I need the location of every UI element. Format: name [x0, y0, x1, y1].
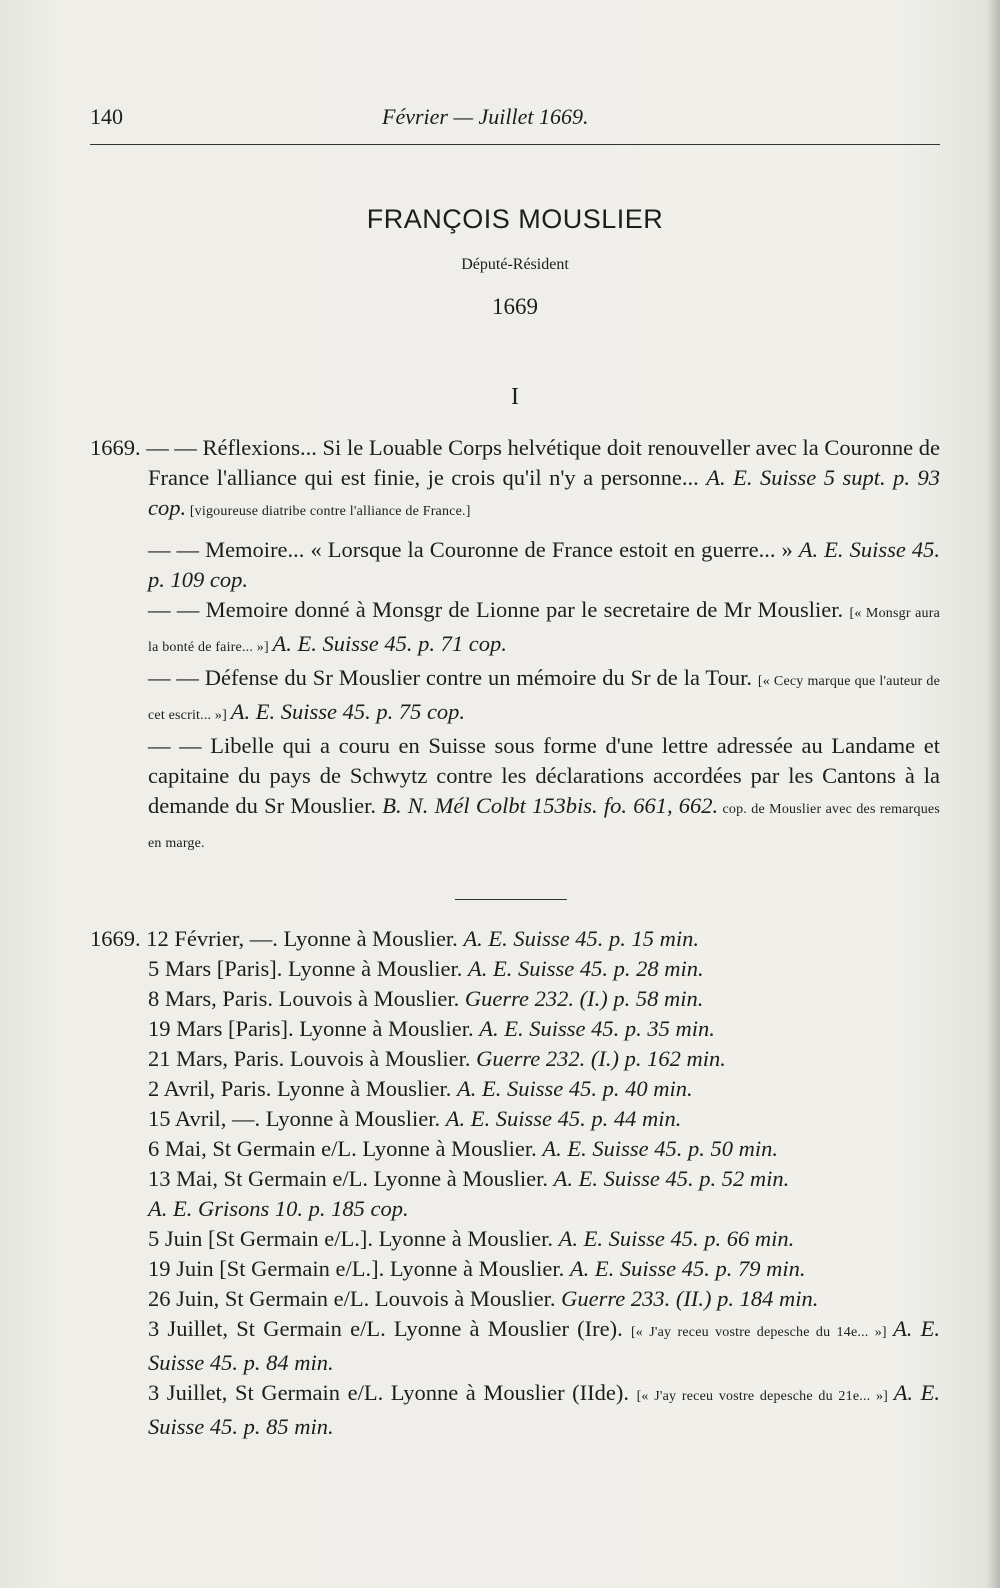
- author-role: Député-Résident: [461, 256, 569, 273]
- archive-reference: A. E. Suisse 45. p. 52 min.: [553, 1166, 790, 1191]
- author-heading: FRANÇOIS MOUSLIER: [366, 204, 664, 234]
- letter-entry: 21 Mars, Paris. Louvois à Mouslier. Guerre 232. (I.) p. 162 min.: [148, 1046, 726, 1071]
- document-entry: 1669. — — Réflexions... Si le Louable Corps helvétique doit renouveller avec la Couronne de France l'alliance qui est finie, je crois qu'il n'y a personne... A. E. Suisse 5 supt. p. 93 cop. [vigoureuse diatribe contre l'alliance de France.]: [90, 435, 940, 520]
- page-edge-shadow: [986, 0, 1000, 1588]
- section-number: I: [511, 384, 519, 410]
- archive-reference: A. E. Suisse 45. p. 75 cop.: [230, 699, 466, 724]
- letter-entry: 1669. 12 Février, —. Lyonne à Mouslier. A. E. Suisse 45. p. 15 min.: [90, 926, 700, 951]
- letter-entry: 2 Avril, Paris. Lyonne à Mouslier. A. E. Suisse 45. p. 40 min.: [148, 1076, 693, 1101]
- entry-note: [« J'ay receu vostre depesche du 14e... »]: [630, 1325, 894, 1340]
- letters-list: [90, 924, 940, 1442]
- letter-entry: 13 Mai, St Germain e/L. Lyonne à Mouslier. A. E. Suisse 45. p. 52 min. A. E. Grisons 10. p. 185 cop.: [148, 1166, 790, 1221]
- page-number: 140: [90, 104, 123, 129]
- archive-reference-extra: A. E. Grisons 10. p. 185 cop.: [148, 1196, 409, 1221]
- undated-documents: [90, 433, 940, 859]
- letter-entry: 6 Mai, St Germain e/L. Lyonne à Mouslier. A. E. Suisse 45. p. 50 min.: [148, 1136, 778, 1161]
- running-title: Février — Juillet 1669.: [382, 104, 589, 129]
- archive-reference: A. E. Suisse 45. p. 44 min.: [445, 1106, 682, 1131]
- archive-reference: A. E. Suisse 45. p. 85 min.: [148, 1380, 940, 1439]
- archive-reference: A. E. Suisse 45. p. 35 min.: [479, 1016, 715, 1041]
- entry-note: cop. de Mouslier avec des remarques en marge.: [148, 802, 940, 851]
- archive-reference: A. E. Suisse 45. p. 15 min.: [463, 926, 700, 951]
- archive-reference: A. E. Suisse 5 supt. p. 93 cop.: [148, 465, 940, 520]
- letter-entry: 15 Avril, —. Lyonne à Mouslier. A. E. Suisse 45. p. 44 min.: [148, 1106, 682, 1131]
- letter-entry: 5 Juin [St Germain e/L.]. Lyonne à Mouslier. A. E. Suisse 45. p. 66 min.: [148, 1226, 795, 1251]
- document-entry: — — Memoire... « Lorsque la Couronne de France estoit en guerre... » A. E. Suisse 45. p. 109 cop.: [148, 537, 940, 592]
- document-entry: — — Défense du Sr Mouslier contre un mémoire du Sr de la Tour. [« Cecy marque que l'auteur de cet escrit... »] A. E. Suisse 45. p. 75 cop.: [148, 665, 940, 724]
- header-rule: [90, 144, 940, 145]
- archive-reference: Guerre 232. (I.) p. 162 min.: [476, 1046, 726, 1071]
- running-head: [90, 104, 940, 134]
- section-year: 1669: [492, 294, 538, 319]
- archive-reference: Guerre 232. (I.) p. 58 min.: [464, 986, 704, 1011]
- letter-entry: 3 Juillet, St Germain e/L. Lyonne à Mouslier (IIde). [« J'ay receu vostre depesche du 21e... »] A. E. Suisse 45. p. 85 min.: [148, 1380, 940, 1439]
- section-divider: [455, 899, 567, 900]
- letter-entry: 5 Mars [Paris]. Lyonne à Mouslier. A. E. Suisse 45. p. 28 min.: [148, 956, 704, 981]
- letter-entry: 26 Juin, St Germain e/L. Louvois à Mouslier. Guerre 233. (II.) p. 184 min.: [148, 1286, 819, 1311]
- archive-reference: A. E. Suisse 45. p. 71 cop.: [272, 631, 507, 656]
- archive-reference: A. E. Suisse 45. p. 66 min.: [558, 1226, 795, 1251]
- entry-note: [« Monsgr aura la bonté de faire... »]: [148, 606, 940, 655]
- document-entry: — — Memoire donné à Monsgr de Lionne par le secretaire de Mr Mouslier. [« Monsgr aura la bonté de faire... »] A. E. Suisse 45. p. 71 cop.: [148, 597, 940, 656]
- letter-entry: 3 Juillet, St Germain e/L. Lyonne à Mouslier (Ire). [« J'ay receu vostre depesche du 14e... »] A. E. Suisse 45. p. 84 min.: [148, 1316, 940, 1375]
- archive-reference: A. E. Suisse 45. p. 28 min.: [467, 956, 704, 981]
- archive-reference: Guerre 233. (II.) p. 184 min.: [561, 1286, 819, 1311]
- letter-entry: 19 Juin [St Germain e/L.]. Lyonne à Mouslier. A. E. Suisse 45. p. 79 min.: [148, 1256, 806, 1281]
- entry-note: [« Cecy marque que l'auteur de cet escrit... »]: [148, 674, 940, 723]
- document-entry: — — Libelle qui a couru en Suisse sous forme d'une lettre adressée au Landame et capitaine du pays de Schwytz contre les déclarations accordées par les Cantons à la demande du Sr Mouslier. B. N. Mél Colbt 153bis. fo. 661, 662. cop. de Mouslier avec des remarques en marge.: [148, 733, 940, 851]
- letter-entry: 8 Mars, Paris. Louvois à Mouslier. Guerre 232. (I.) p. 58 min.: [148, 986, 704, 1011]
- archive-reference: B. N. Mél Colbt 153bis. fo. 661, 662.: [382, 793, 719, 818]
- archive-reference: A. E. Suisse 45. p. 79 min.: [569, 1256, 806, 1281]
- archive-reference: A. E. Suisse 45. p. 109 cop.: [148, 537, 940, 592]
- entry-note: [« J'ay receu vostre depesche du 21e... »]: [636, 1389, 894, 1404]
- letter-entry: 19 Mars [Paris]. Lyonne à Mouslier. A. E. Suisse 45. p. 35 min.: [148, 1016, 715, 1041]
- archive-reference: A. E. Suisse 45. p. 84 min.: [148, 1316, 940, 1375]
- archive-reference: A. E. Suisse 45. p. 40 min.: [456, 1076, 693, 1101]
- entry-note: [vigoureuse diatribe contre l'alliance de France.]: [186, 504, 471, 519]
- archive-reference: A. E. Suisse 45. p. 50 min.: [542, 1136, 778, 1161]
